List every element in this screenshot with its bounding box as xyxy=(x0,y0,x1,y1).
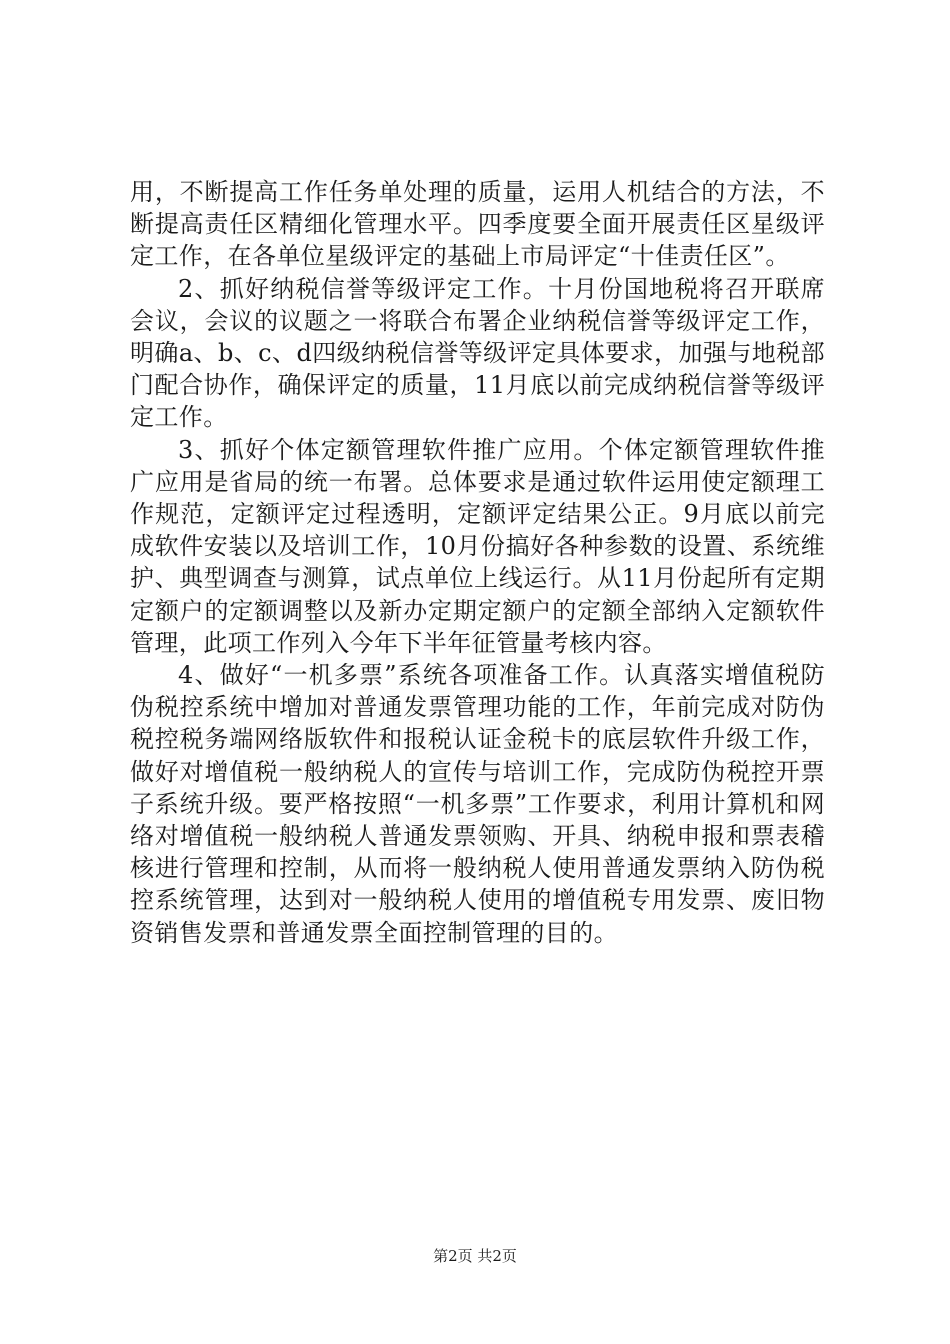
paragraph-1: 用，不断提高工作任务单处理的质量，运用人机结合的方法，不断提高责任区精细化管理水平。四季度要全面开展责任区星级评定工作，在各单位星级评定的基础上市局评定“十佳责任区”。 xyxy=(130,178,825,271)
paragraph-4: 4、做好“一机多票”系统各项准备工作。认真落实增值税防伪税控系统中增加对普通发票管理功能的工作，年前完成对防伪税控税务端网络版软件和报税认证金税卡的底层软件升级工作，做好对增值税一般纳税人的宣传与培训工作，完成防伪税控开票子系统升级。要严格按照“一机多票”工作要求，利用计算机和网络对增值税一般纳税人普通发票领购、开具、纳税申报和票表稽核进行管理和控制，从而将一般纳税人使用普通发票纳入防伪税控系统管理，达到对一般纳税人使用的增值税专用发票、废旧物资销售发票和普通发票全面控制管理的目的。 xyxy=(130,661,825,947)
paragraph-3: 3、抓好个体定额管理软件推广应用。个体定额管理软件推广应用是省局的统一布署。总体要求是通过软件运用使定额理工作规范，定额评定过程透明，定额评定结果公正。9月底以前完成软件安装以及培训工作，10月份搞好各种参数的设置、系统维护、典型调查与测算，试点单位上线运行。从11月份起所有定期定额户的定额调整以及新办定期定额户的定额全部纳入定额软件管理，此项工作列入今年下半年征管量考核内容。 xyxy=(130,435,825,657)
page-number-footer: 第2页 共2页 xyxy=(433,1247,517,1265)
document-body xyxy=(130,176,825,949)
paragraph-2: 2、抓好纳税信誉等级评定工作。十月份国地税将召开联席会议，会议的议题之一将联合布署企业纳税信誉等级评定工作，明确a、b、c、d四级纳税信誉等级评定具体要求，加强与地税部门配合协作，确保评定的质量，11月底以前完成纳税信誉等级评定工作。 xyxy=(130,274,825,432)
